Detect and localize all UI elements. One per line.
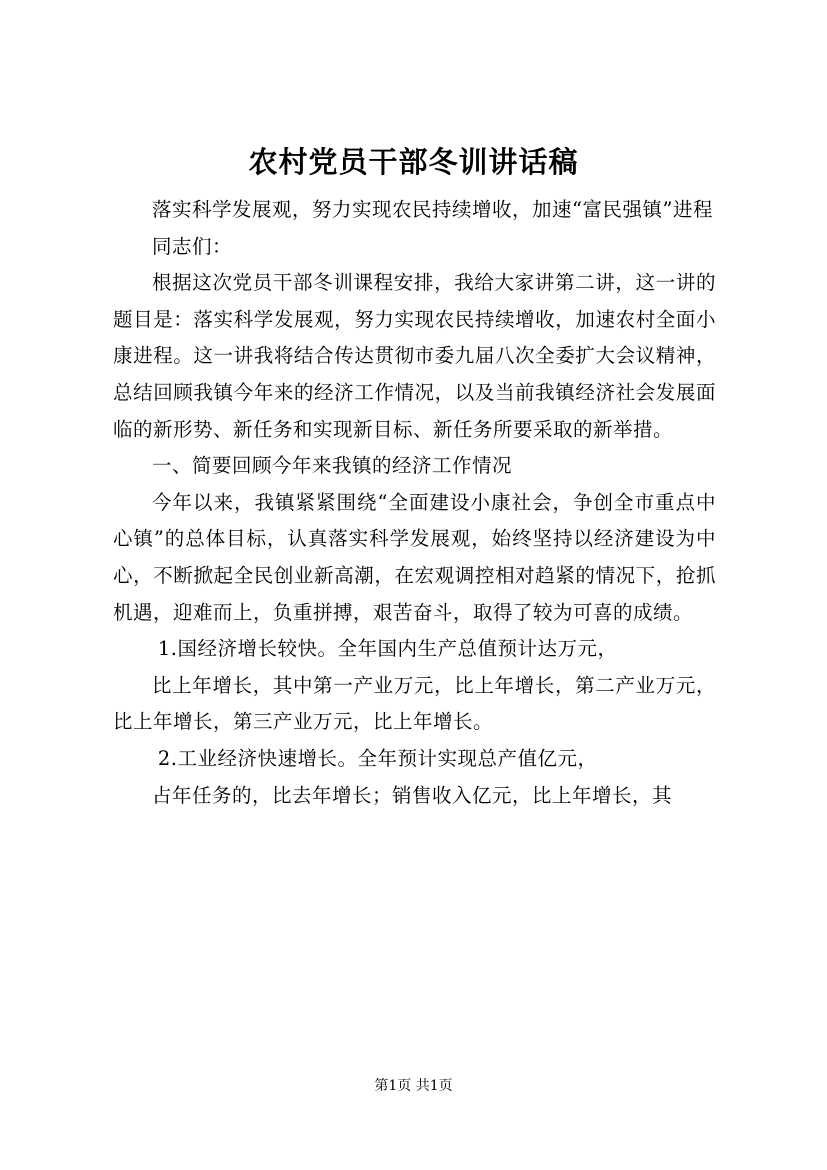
document-subtitle: 落实科学发展观，努力实现农民持续增收，加速“富民强镇”进程	[152, 198, 713, 221]
body-paragraph: 今年以来，我镇紧紧围绕“全面建设小康社会，争创全市重点中心镇”的总体目标，认真落实科学发展观，始终坚持以经济建设为中心，不断掀起全民创业新高潮，在宏观调控相对趋紧的情况下，抢抓机遇，迎难而上，负重拼搏，艰苦奋斗，取得了较为可喜的成绩。	[113, 490, 716, 624]
document-title: 农村党员干部冬训讲话稿	[248, 145, 579, 179]
body-paragraph: 比上年增长，其中第一产业万元，比上年增长，第二产业万元，比上年增长，第三产业万元，比上年增长。	[113, 673, 716, 734]
body-paragraph: 占年任务的，比去年增长；销售收入亿元，比上年增长，其	[152, 783, 673, 807]
page-footer: 第1页 共1页	[374, 1078, 453, 1094]
list-item: 1.国经济增长较快。全年国内生产总值预计达万元，	[157, 637, 618, 661]
salutation: 同志们：	[152, 234, 233, 258]
document-body	[113, 192, 716, 814]
list-item: 2.工业经济快速增长。全年预计实现总产值亿元，	[157, 746, 598, 770]
body-paragraph: 根据这次党员干部冬训课程安排，我给大家讲第二讲，这一讲的题目是：落实科学发展观，努力实现农民持续增收，加速农村全面小康进程。这一讲我将结合传达贯彻市委九届八次全委扩大会议精神，总结回顾我镇今年来的经济工作情况，以及当前我镇经济社会发展面临的新形势、新任务和实现新目标、新任务所要采取的新举措。	[113, 271, 716, 441]
section-heading: 一、简要回顾今年来我镇的经济工作情况	[152, 454, 513, 478]
